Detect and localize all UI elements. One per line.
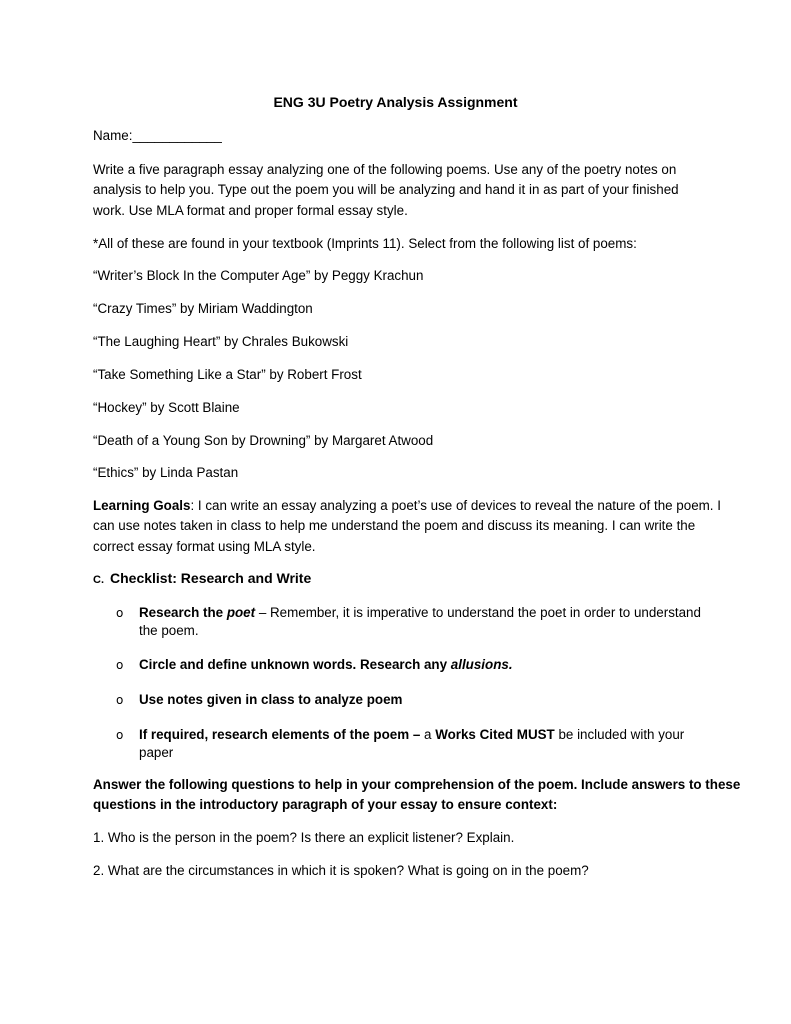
bullet-icon: o — [116, 728, 124, 742]
checklist-item-rest-2: the poem. — [139, 623, 199, 638]
learning-goals-line-2: can use notes taken in class to help me understand the poem and discuss its meaning. I can write the — [93, 518, 696, 533]
poem-item: “The Laughing Heart” by Chrales Bukowski — [93, 334, 349, 349]
checklist-item-emphasis: poet — [226, 605, 256, 620]
section-letter: C. — [93, 574, 104, 586]
bullet-icon: o — [116, 606, 124, 620]
intro-line-2: analysis to help you. Type out the poem you will be analyzing and hand it in as part of your finished — [93, 182, 679, 197]
checklist-item-bold: If required, research elements of the poem – — [139, 727, 425, 742]
poem-item: “Take Something Like a Star” by Robert Frost — [93, 367, 362, 382]
checklist-heading — [93, 570, 311, 586]
checklist-item-bold: Use notes given in class to analyze poem — [139, 692, 403, 707]
checklist-item-text — [139, 691, 706, 709]
bullet-icon: o — [116, 658, 124, 672]
poem-item: “Hockey” by Scott Blaine — [93, 400, 240, 415]
name-line: Name:____________ — [93, 128, 222, 143]
poem-item: “Writer’s Block In the Computer Age” by Peggy Krachun — [93, 268, 424, 283]
checklist-item-bold: Research the — [139, 605, 227, 620]
intro-line-3: work. Use MLA format and proper formal essay style. — [93, 203, 408, 218]
checklist-item-rest: be included with your paper — [139, 727, 685, 760]
document-title: ENG 3U Poetry Analysis Assignment — [273, 94, 518, 110]
checklist-item-rest: – Remember, it is imperative to understand the poet in order to understand — [255, 605, 701, 620]
questions-intro-line-2: questions in the introductory paragraph of your essay to ensure context: — [93, 797, 558, 812]
checklist-item-bold: Circle and define unknown words. Research any — [139, 657, 451, 672]
learning-goals-line-3: correct essay format using MLA style. — [93, 539, 316, 554]
checklist-item-bold-2: Works Cited MUST — [435, 727, 555, 742]
checklist-item-emphasis: allusions. — [450, 657, 513, 672]
questions-intro-line-1: Answer the following questions to help in your comprehension of the poem. Include answers to these — [93, 777, 741, 792]
bullet-icon: o — [116, 693, 124, 707]
learning-goals-text: : I can write an essay analyzing a poet’s use of devices to reveal the nature of the poem. I — [190, 498, 721, 513]
learning-goals-label: Learning Goals — [93, 498, 191, 513]
checklist-item-text — [139, 604, 706, 640]
learning-goals-line-1 — [93, 496, 721, 517]
question-item: 2. What are the circumstances in which it is spoken? What is going on in the poem? — [93, 863, 589, 878]
checklist-item-mid: a — [424, 727, 436, 742]
textbook-note: *All of these are found in your textbook (Imprints 11). Select from the following list of poems: — [93, 236, 637, 251]
poem-item: “Death of a Young Son by Drowning” by Margaret Atwood — [93, 433, 434, 448]
intro-line-1: Write a five paragraph essay analyzing one of the following poems. Use any of the poetry notes on — [93, 162, 677, 177]
checklist-item-text — [139, 726, 706, 762]
checklist-item-text — [139, 656, 706, 674]
poem-item: “Ethics” by Linda Pastan — [93, 465, 239, 480]
poem-item: “Crazy Times” by Miriam Waddington — [93, 301, 313, 316]
checklist-title: Checklist: Research and Write — [110, 570, 312, 586]
question-item: 1. Who is the person in the poem? Is there an explicit listener? Explain. — [93, 830, 515, 845]
